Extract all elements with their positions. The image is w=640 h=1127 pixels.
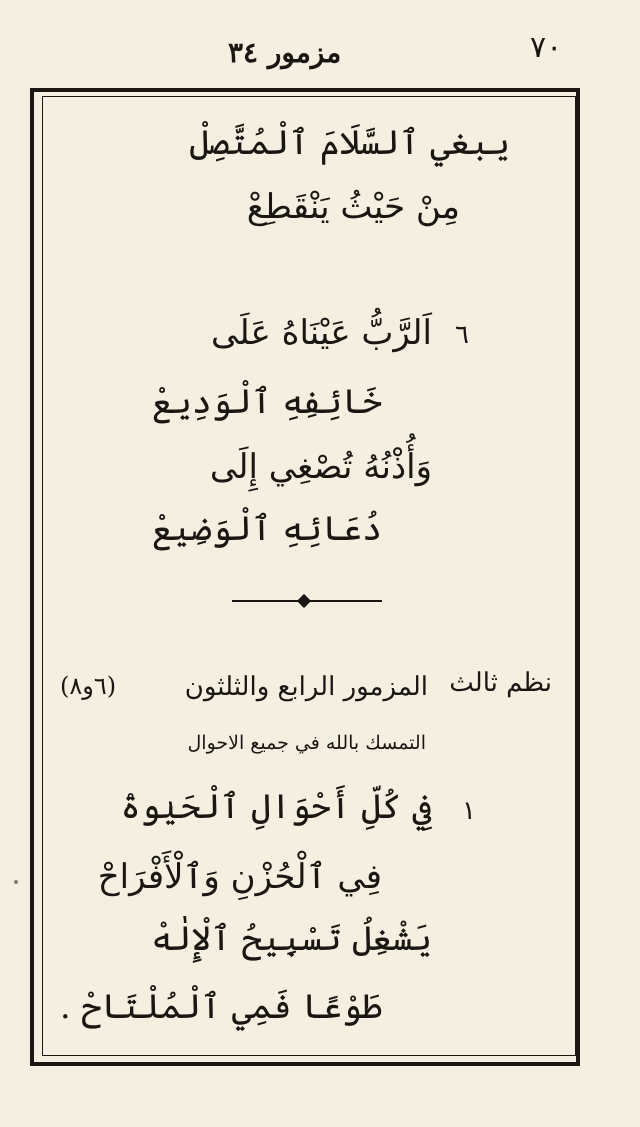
page-number: ٧٠ xyxy=(530,30,563,65)
tune-reference: (٦و٨) xyxy=(60,672,117,700)
verse-number: ١ xyxy=(462,796,476,826)
ornamental-divider xyxy=(232,597,382,605)
verse-line: يَشْغِلُ تَسْبِيحُ ٱلْإِلٰهْ xyxy=(151,919,432,959)
verse-line: طَوْعًا فَمِي ٱلْمُلْتَاحْ . xyxy=(59,987,382,1027)
margin-dot xyxy=(14,880,18,884)
verse-line: دُعَائِهِ ٱلْوَضِيعْ xyxy=(152,509,382,549)
running-title: مزمور ٣٤ xyxy=(228,36,342,69)
verse-line: فِي كُلِّ أَحْوَالِ ٱلْحَيٰوةْ xyxy=(120,787,432,827)
psalm-title: المزمور الرابع والثلثون xyxy=(184,672,428,702)
inner-frame xyxy=(42,96,576,1056)
verse-line: وَأُذْنُهُ تُصْغِي إِلَى xyxy=(209,447,432,487)
verse-line: خَائِفِهِ ٱلْوَدِيعْ xyxy=(152,382,382,422)
psalm-subtitle: التمسك بالله في جميع الاحوال xyxy=(187,732,426,754)
verse-line: فِي ٱلْحُزْنِ وَٱلْأَفْرَاحْ xyxy=(97,857,382,897)
verse-line: مِنْ حَيْثُ يَنْقَطِعْ xyxy=(246,187,460,227)
verse-number: ٦ xyxy=(455,320,469,350)
verse-line: اَلرَّبُّ عَيْنَاهُ عَلَى xyxy=(210,313,432,353)
meter-label: نظم ثالث xyxy=(449,668,552,698)
verse-line: يبغي ٱلسَّلَامَ ٱلْمُتَّصِلْ xyxy=(189,123,510,163)
